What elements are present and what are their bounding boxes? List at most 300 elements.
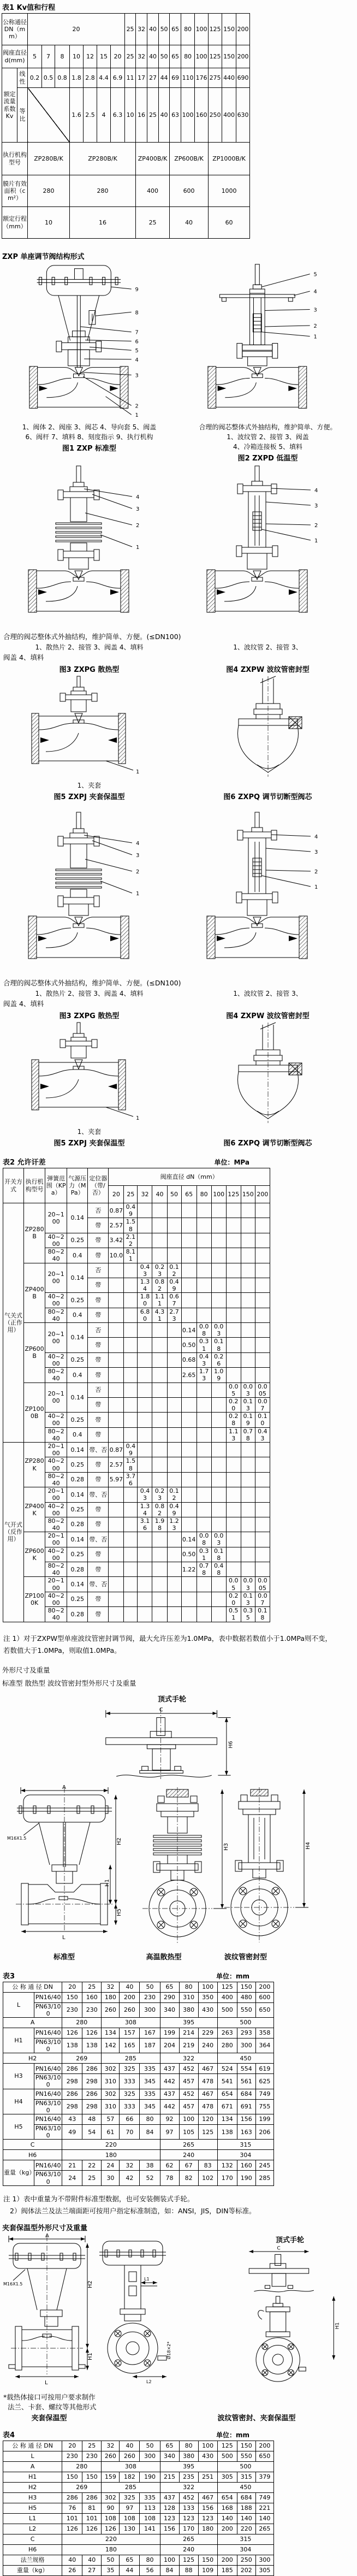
fig5-caption: 1、夹套 [77, 782, 102, 789]
data-cell [167, 1427, 181, 1442]
data-cell: 20~100 [45, 1263, 67, 1293]
data-cell: 20~100 [45, 1532, 67, 1547]
data-cell: 带 [88, 1233, 109, 1248]
data-cell: 340 [160, 2002, 179, 2017]
data-cell [197, 1577, 211, 1592]
data-cell: 0.03 [241, 1577, 255, 1592]
data-cell: 1.34 [138, 1278, 152, 1292]
data-cell [197, 1487, 211, 1502]
data-cell [255, 1338, 270, 1352]
data-cell: 452 [179, 2064, 198, 2074]
data-cell [255, 1218, 270, 1233]
data-cell: 32 [120, 2160, 140, 2171]
part-number: 3 [135, 373, 139, 379]
data-cell: 15 [97, 45, 111, 68]
data-cell: 78 [160, 2171, 179, 2185]
part-number: 4 [314, 834, 318, 840]
data-cell: 128 [160, 2503, 179, 2513]
data-cell: 150 [198, 2555, 217, 2565]
data-cell: 395 [160, 2461, 217, 2472]
data-cell: 0.67 [167, 1293, 181, 1308]
data-cell: 0.87 [109, 1203, 124, 1218]
data-cell: 0.12 [167, 1263, 181, 1278]
data-cell [109, 1502, 124, 1517]
data-cell: 否 [88, 1323, 109, 1338]
data-cell: 44 [120, 2565, 140, 2575]
data-cell: 442 [160, 2099, 179, 2114]
data-cell [109, 1308, 124, 1322]
header-cell: H5 [3, 2114, 34, 2140]
data-cell [152, 1368, 167, 1382]
part-number: 2 [135, 403, 139, 410]
data-cell [211, 1382, 226, 1397]
data-cell [226, 1218, 241, 1233]
data-cell: 123 [198, 2513, 217, 2524]
data-cell [226, 1323, 241, 1338]
data-cell: 176 [195, 68, 209, 88]
data-cell [124, 1547, 138, 1562]
part-number: 4 [135, 357, 139, 363]
data-cell [241, 1278, 255, 1292]
data-cell: 气开式（反作用） [3, 1443, 24, 1622]
data-cell: 40~200 [45, 1457, 67, 1472]
data-cell: 69 [170, 68, 181, 88]
data-cell: 250 [209, 88, 222, 143]
data-cell: 0.25 [67, 1293, 88, 1308]
data-cell [124, 1413, 138, 1427]
data-cell: 163 [237, 2125, 255, 2140]
data-cell [255, 1532, 270, 1547]
data-cell: 否 [88, 1203, 109, 1218]
header-cell: 80 [197, 1186, 211, 1203]
data-cell: 24 [62, 2171, 82, 2185]
data-cell [255, 1293, 270, 1308]
data-cell: 630 [236, 88, 250, 143]
data-cell [138, 1382, 152, 1397]
data-cell: 0.31 [197, 1547, 211, 1562]
data-cell: 带 [88, 1592, 109, 1606]
data-cell [109, 1607, 124, 1622]
header-cell: PN16/40 [34, 2160, 62, 2171]
data-cell: 6.9 [111, 68, 125, 88]
data-cell [138, 1443, 152, 1457]
data-cell: 437 [160, 2089, 179, 2099]
fig3-finned-valve-diagram [24, 464, 155, 628]
data-cell: 333 [120, 2074, 140, 2089]
data-cell: 50 [102, 2555, 120, 2565]
part-number: 3 [314, 503, 318, 509]
data-cell: 80~240 [45, 1308, 67, 1322]
data-cell: 684 [237, 2492, 255, 2503]
table3-note-line2: 2）阀体法兰及法兰端面距可按用户指定标准制造，如：ANSI，JIS，DIN等标准。 [10, 2206, 256, 2215]
data-cell: 气关式（正作用） [3, 1203, 24, 1443]
header-cell: H1 [3, 2472, 62, 2482]
header-cell: A [3, 2461, 62, 2472]
data-cell: 88 [179, 2565, 198, 2575]
data-cell: 325 [120, 2492, 140, 2503]
data-cell: 80~240 [45, 1562, 67, 1577]
header-cell: 150 [241, 1186, 255, 1203]
data-cell: 126 [82, 2524, 102, 2534]
data-cell [181, 1502, 197, 1517]
data-cell [255, 1352, 270, 1367]
data-cell: 8.11 [124, 1248, 138, 1263]
data-cell [197, 1397, 211, 1412]
data-cell [255, 1487, 270, 1502]
data-cell: 带 [88, 1472, 109, 1487]
data-cell [152, 1413, 167, 1427]
data-cell: 97 [120, 2503, 140, 2513]
header-cell: 额定流量系数Kv [2, 68, 17, 143]
data-cell: 1.73 [197, 1368, 211, 1382]
data-cell [181, 1233, 197, 1248]
data-cell: 180 [62, 2150, 160, 2160]
data-cell [167, 1338, 181, 1352]
data-cell: 167 [140, 2028, 160, 2038]
data-cell [181, 1382, 197, 1397]
part-number: 7 [135, 329, 139, 336]
jacket-figures-row [3, 2234, 353, 2391]
data-cell: 500 [217, 2002, 237, 2017]
data-cell [197, 1607, 211, 1622]
data-cell: 1.09 [211, 1368, 226, 1382]
data-cell: 1.11 [152, 1293, 167, 1308]
data-cell [255, 1278, 270, 1292]
data-cell: 43 [62, 2114, 82, 2125]
data-cell [109, 1517, 124, 1532]
fig3-caption: 1、散热片 2、接管 3、阀盖 4、填料 [35, 990, 144, 997]
data-cell: 27 [82, 2565, 102, 2575]
data-cell: 0.48 [211, 1562, 226, 1577]
header-cell: PN16/40 [34, 2089, 62, 2099]
structure-section-heading: ZXP 单座调节阀结构形式 [2, 253, 85, 261]
dim-label: Ø18×2* [166, 2341, 171, 2359]
data-cell: 325 [120, 2089, 140, 2099]
data-cell [241, 1368, 255, 1382]
data-cell [152, 1532, 167, 1547]
data-cell [197, 1472, 211, 1487]
data-cell: 541 [217, 2074, 237, 2089]
part-number: 3 [135, 506, 139, 512]
top-handwheel-title: 顶式手轮 [157, 1695, 186, 1704]
data-cell: 206 [255, 2125, 273, 2140]
data-cell: 400 [217, 1992, 237, 2002]
data-cell [181, 1248, 197, 1263]
data-cell: 10.0 [109, 1248, 124, 1263]
data-cell [181, 1278, 197, 1292]
data-cell [211, 1427, 226, 1442]
header-cell: PN63/100 [34, 2002, 62, 2017]
data-cell [211, 1203, 226, 1218]
data-cell [167, 1562, 181, 1577]
data-cell: 84 [160, 2565, 179, 2575]
data-cell: 108 [120, 2513, 140, 2524]
data-cell [226, 1293, 241, 1308]
data-cell [109, 1397, 124, 1412]
data-cell [181, 1443, 197, 1457]
data-cell: 25 [82, 2441, 102, 2451]
data-cell [241, 1562, 255, 1577]
data-cell [152, 1607, 167, 1622]
data-cell: 2.73 [167, 1308, 181, 1322]
data-cell: 229 [198, 2028, 217, 2038]
data-cell [124, 1352, 138, 1367]
data-cell: 80 [181, 45, 195, 68]
data-cell: ZP600B [24, 1323, 45, 1383]
data-cell: 138 [82, 2038, 102, 2053]
data-cell [124, 1532, 138, 1547]
data-cell: 67 [179, 2160, 198, 2171]
data-cell: 0.68 [181, 1352, 197, 1367]
data-cell: 27 [147, 68, 159, 88]
data-cell: 219 [179, 2038, 198, 2053]
data-cell [255, 1323, 270, 1338]
data-cell [211, 1278, 226, 1292]
data-cell [241, 1203, 255, 1218]
data-cell [167, 1203, 181, 1218]
data-cell: 0.14 [181, 1323, 197, 1338]
data-cell: 80~240 [45, 1517, 67, 1532]
header-cell: H3 [3, 2492, 62, 2503]
data-cell: 430 [198, 2002, 217, 2017]
data-cell [241, 1293, 255, 1308]
dim-label: H1 [87, 2352, 93, 2360]
data-cell [181, 1427, 197, 1442]
data-cell [226, 1487, 241, 1502]
data-cell [255, 1308, 270, 1322]
data-cell [138, 1413, 152, 1427]
part-number: 9 [135, 287, 139, 293]
data-cell [138, 1427, 152, 1442]
data-cell: 1.23 [167, 1517, 181, 1532]
data-cell: 0.26 [211, 1352, 226, 1367]
data-cell: 269 [62, 2053, 102, 2064]
outline-finned-caption: 高温散热型 [146, 1953, 182, 1961]
data-cell: 335 [140, 2089, 160, 2099]
data-cell [255, 1443, 270, 1457]
data-cell: 2.57 [109, 1457, 124, 1472]
data-cell: 0.43 [138, 1487, 152, 1502]
data-cell: 带 [88, 1607, 109, 1622]
data-cell [152, 1427, 167, 1442]
data-cell: 150 [237, 1982, 255, 1992]
data-cell: 160 [82, 1992, 102, 2002]
dim-label: A [62, 1784, 66, 1791]
data-cell: 168 [217, 2503, 237, 2513]
part-number: 4 [313, 289, 317, 296]
data-cell: 32 [102, 2441, 120, 2451]
data-cell: 40 [82, 2555, 102, 2565]
data-cell [241, 1218, 255, 1233]
data-cell: 24 [102, 2160, 120, 2171]
data-cell: 286 [62, 2064, 82, 2074]
data-cell: 159 [102, 2472, 120, 2482]
data-cell: 带 [88, 1547, 109, 1562]
fig3-title: 图3 ZXPG 散热型 [59, 666, 120, 674]
data-cell: 0.14 [67, 1382, 88, 1413]
data-cell: 138 [217, 2125, 237, 2140]
data-cell [197, 1443, 211, 1457]
fig4-bellows-valve-diagram [203, 464, 334, 628]
data-cell: 561 [237, 2074, 255, 2089]
fig4-title: 图4 ZXPW 波纹管密封型 [226, 1012, 310, 1020]
header-cell: PN16/40 [34, 2028, 62, 2038]
data-cell: 35 [102, 2565, 120, 2575]
part-number: 5 [135, 348, 139, 355]
data-cell: 156 [160, 2524, 179, 2534]
data-cell: 带 [88, 1562, 109, 1577]
data-cell: 32 [102, 1982, 120, 1992]
data-cell: 40~200 [45, 1293, 67, 1308]
data-cell: 1.80 [138, 1293, 152, 1308]
data-cell [241, 1338, 255, 1352]
data-cell: 650 [255, 2002, 273, 2017]
data-cell [211, 1502, 226, 1517]
data-cell [109, 1577, 124, 1592]
data-cell [181, 1413, 197, 1427]
data-cell [211, 1263, 226, 1278]
data-cell: 0.19 [241, 1413, 255, 1427]
data-cell [241, 1263, 255, 1278]
data-cell [109, 1338, 124, 1352]
data-cell: 0.05 [226, 1577, 241, 1592]
data-cell: 467 [198, 2089, 217, 2099]
data-cell: 0.25 [67, 1547, 88, 1562]
data-cell: 160 [195, 88, 209, 143]
header-cell: A [3, 2017, 62, 2028]
data-cell [138, 1457, 152, 1472]
data-cell [211, 1293, 226, 1308]
data-cell: 684 [237, 2089, 255, 2099]
data-cell [152, 1338, 167, 1352]
data-cell: 0.4 [67, 1308, 88, 1322]
data-cell: 2.12 [124, 1233, 138, 1248]
data-cell: 0.43 [197, 1352, 211, 1367]
data-cell: 126 [102, 2524, 120, 2534]
data-cell [255, 1263, 270, 1278]
data-cell: 0.25 [67, 1457, 88, 1472]
data-cell: 108 [140, 2513, 160, 2524]
header-cell: H6 [3, 2544, 62, 2555]
data-cell [109, 1323, 124, 1338]
data-cell [167, 1607, 181, 1622]
jacket-caption-right: 波纹管密封、夹套保温型 [217, 2414, 296, 2423]
jacket-caption-left: 夹套保温型 [31, 2414, 67, 2423]
data-cell [109, 1547, 124, 1562]
data-cell [197, 1233, 211, 1248]
data-cell: 150 [82, 2472, 102, 2482]
data-cell: 457 [179, 2074, 198, 2089]
data-cell [181, 1218, 197, 1233]
dim-label: H1 [334, 2322, 340, 2330]
data-cell: 带、否 [88, 1577, 109, 1592]
data-cell: 1.34 [138, 1502, 152, 1517]
data-cell: 0.18 [255, 1607, 270, 1622]
data-cell: ZP1000B [24, 1382, 45, 1443]
data-cell: 100 [181, 88, 195, 143]
data-cell: 48 [82, 2114, 102, 2125]
data-cell: 200 [217, 2555, 237, 2565]
data-cell: 290 [160, 1992, 179, 2002]
data-cell [167, 1577, 181, 1592]
data-cell: 308 [102, 2461, 160, 2472]
data-cell: 0.13 [241, 1592, 255, 1606]
data-cell [109, 1592, 124, 1606]
data-cell: 142 [102, 2038, 120, 2053]
data-cell: 25 [125, 45, 136, 68]
data-cell [241, 1517, 255, 1532]
data-cell: 0.23 [152, 1487, 167, 1502]
header-cell: PN63/100 [34, 2099, 62, 2114]
data-cell: 带 [88, 1427, 109, 1442]
dimension-heading: 外形尺寸及重量 [2, 1665, 50, 1674]
data-cell [138, 1233, 152, 1248]
data-cell: 325 [120, 2064, 140, 2074]
data-cell: 12 [84, 45, 97, 68]
data-cell [167, 1323, 181, 1338]
data-cell: 350 [198, 1992, 217, 2002]
data-cell: 32 [136, 14, 147, 45]
data-cell [181, 1577, 197, 1592]
data-cell [255, 1547, 270, 1562]
header-cell: H4 [3, 2089, 34, 2114]
data-cell: 40~200 [45, 1502, 67, 1517]
header-cell: PN63/100 [34, 2125, 62, 2140]
data-cell [226, 1443, 241, 1457]
data-cell: 52 [140, 2171, 160, 2185]
data-cell: 204 [160, 2038, 179, 2053]
header-cell: H3 [3, 2064, 34, 2089]
data-cell: 8 [55, 45, 70, 68]
data-cell [152, 1218, 167, 1233]
data-cell: 1.98 [152, 1517, 167, 1532]
data-cell [124, 1487, 138, 1502]
data-cell: 0.5 [42, 68, 55, 88]
header-cell: H6 [3, 2150, 62, 2160]
data-cell: 200 [255, 2441, 273, 2451]
data-cell: 0.14 [181, 1532, 197, 1547]
fig3-caption: 1、散热片 2、接管 3、阀盖 4、填料 [35, 643, 144, 651]
data-cell: 0.07 [255, 1397, 270, 1412]
data-cell: 302 [102, 2492, 120, 2503]
part-number: 4 [135, 841, 139, 847]
data-cell [138, 1218, 152, 1233]
data-cell [211, 1592, 226, 1606]
data-cell: 0.8 [55, 68, 70, 88]
data-cell [109, 1293, 124, 1308]
data-cell: 170 [179, 2524, 198, 2534]
data-cell: 230 [82, 2451, 102, 2461]
dim-label: H1 [104, 1878, 110, 1887]
data-cell: 0.07 [255, 1592, 270, 1606]
data-cell: 带 [88, 1278, 109, 1292]
data-cell: 150 [237, 2441, 255, 2451]
data-cell: 600 [255, 1992, 273, 2002]
table1-kv-stroke [2, 13, 250, 239]
dim-label: M16X1.5 [7, 1835, 26, 1841]
data-cell: 0.14 [67, 1203, 88, 1233]
data-cell: 220 [237, 2524, 255, 2534]
fig3-title: 图3 ZXPG 散热型 [59, 1012, 120, 1020]
data-cell: 80~240 [45, 1427, 67, 1442]
data-cell [152, 1592, 167, 1606]
data-cell [152, 1382, 167, 1397]
data-cell: 1.8 [70, 68, 84, 88]
data-cell: 4.31 [152, 1308, 167, 1322]
data-cell: 带 [88, 1308, 109, 1322]
data-cell: ZP1000B/K [209, 143, 250, 175]
data-cell: 134 [217, 2114, 237, 2125]
